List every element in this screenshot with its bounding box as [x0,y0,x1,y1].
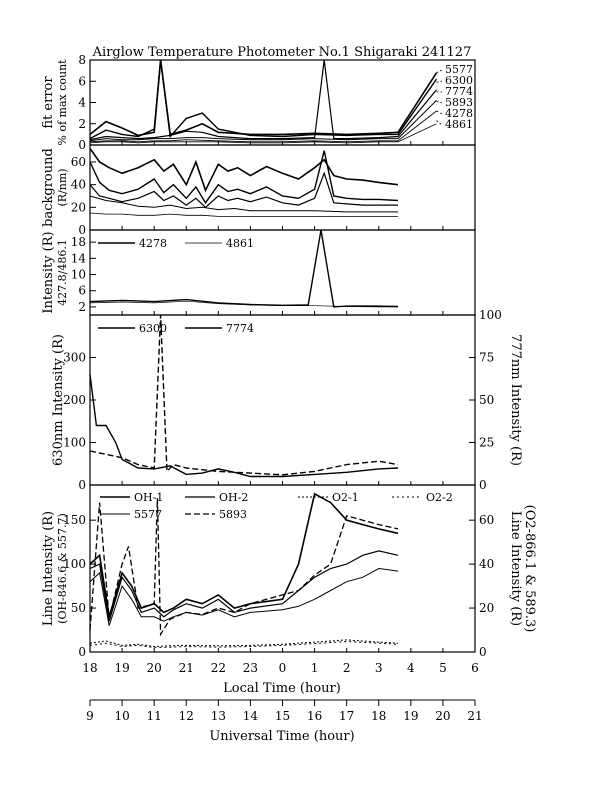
y-tick-label: 300 [63,350,86,365]
y-tick-label: 14 [70,251,86,266]
local-time-label: Local Time (hour) [223,681,341,696]
legend-label-5893: 5893 [219,508,247,521]
panel-frame [90,145,475,230]
legend-label-6300: 6300 [139,322,167,335]
ut-tick-label: 12 [178,709,194,723]
ut-tick-label: 17 [339,709,355,723]
y-tick-label: 6 [78,74,86,89]
local-tick-label: 20 [146,661,162,675]
local-tick-label: 2 [342,661,351,675]
series-line-6300 [90,60,437,139]
figure-title: Airglow Temperature Photometer No.1 Shigaraki 241127 [92,45,472,60]
ut-tick-label: 10 [114,709,130,723]
y-axis-label: (OH-846.6 & 557.7) [56,513,69,624]
legend-label-OH-2: OH-2 [219,491,249,504]
legend-label-5893: 5893 [445,96,473,109]
y-tick-label: 6 [78,283,86,298]
plot-area [41,53,537,723]
ut-tick-label: 19 [403,709,419,723]
y-axis-label: fit error [41,76,56,129]
y-tick-label: 2 [78,299,86,314]
local-tick-label: 5 [439,661,447,675]
legend-label-O2-2: O2-2 [426,491,453,504]
panel-intensity_427_486 [41,230,475,315]
legend-label-4861: 4861 [226,237,254,250]
y-tick-label: 2 [78,116,86,131]
legend-leader [437,111,443,114]
y2-tick-label: 0 [479,478,487,492]
series-line-O2-2 [90,642,398,648]
y2-axis-label: (O2-866.1 & 589.3) [522,504,537,633]
ut-tick-label: 20 [435,709,451,723]
y-axis-label: % of max count [56,59,69,146]
legend-label-7774: 7774 [445,85,473,98]
local-tick-label: 21 [178,661,194,675]
y-tick-label: 100 [63,435,86,450]
legend-label-5577: 5577 [134,508,162,521]
y-tick-label: 60 [70,155,86,169]
y-tick-label: 8 [78,53,86,67]
y-tick-label: 50 [70,601,86,616]
ut-tick-label: 14 [242,709,259,723]
y2-tick-label: 25 [479,435,495,450]
legend-leader [437,70,443,73]
y-tick-label: 18 [70,235,86,250]
ut-tick-label: 9 [86,709,94,723]
y-tick-label: 0 [78,645,86,659]
series-line-6300 [90,375,398,477]
legend-leader [437,121,443,125]
panel-intensity_630_777 [51,308,523,492]
series-line-7774 [90,315,398,475]
y2-tick-label: 100 [479,308,502,322]
y-axis-label: Intensity (R) [41,231,56,314]
y-tick-label: 100 [63,557,86,572]
y2-tick-label: 0 [479,645,487,659]
y-tick-label: 0 [78,223,86,237]
y2-tick-label: 50 [479,393,495,407]
panel-line_intensity [41,485,537,659]
legend-leader [437,81,443,82]
local-tick-label: 1 [310,661,319,675]
y-axis-label: 427.8/486.1 [56,239,69,306]
y-tick-label: 0 [78,138,86,152]
local-tick-label: 4 [407,661,415,675]
panel-fit_error [41,53,475,152]
legend-label-4278: 4278 [139,237,167,250]
y-axis-label: background [41,148,56,227]
ut-tick-label: 15 [274,709,291,723]
legend-label-4861: 4861 [445,118,473,131]
panel-background [41,145,475,237]
legend-label-5577: 5577 [445,63,473,76]
series-line-bg-0 [90,148,398,190]
legend-leader [437,101,443,103]
legend-label-7774: 7774 [226,322,254,335]
panel-frame [90,315,475,485]
y2-tick-label: 75 [479,350,495,365]
universal-time-label: Universal Time (hour) [209,729,355,744]
y-tick-label: 40 [70,177,86,192]
series-line-OH-2 [90,551,398,621]
local-tick-label: 0 [278,661,287,675]
y-axis-label: (R/nm) [56,168,69,207]
legend-label-6300: 6300 [445,74,473,87]
y-tick-label: 20 [70,200,86,215]
ut-tick-label: 13 [210,709,226,723]
legend-label-OH-1: OH-1 [134,491,164,504]
y2-axis-label: Line Intensity (R) [508,510,523,627]
y-tick-label: 150 [63,513,86,528]
series-line-5577 [90,60,437,135]
y-tick-label: 4 [78,95,86,110]
legend-label-4278: 4278 [445,107,473,120]
series-line-bg-4 [90,213,398,216]
y-tick-label: 10 [70,267,86,282]
local-tick-label: 19 [114,661,130,675]
local-tick-label: 18 [82,661,98,675]
local-tick-label: 23 [242,661,259,675]
y-tick-label: 0 [78,478,86,492]
y2-axis-label: 777nm Intensity (R) [508,334,523,466]
legend-label-O2-1: O2-1 [332,491,359,504]
ut-tick-label: 16 [306,709,323,723]
y-axis-label: 630nm Intensity (R) [51,334,66,466]
ut-tick-label: 21 [467,709,483,723]
ut-tick-label: 11 [146,709,162,723]
y-axis-label: Line Intensity (R) [41,510,56,627]
local-tick-label: 6 [471,661,479,675]
y2-tick-label: 40 [479,557,495,572]
y2-tick-label: 20 [479,601,495,616]
y2-tick-label: 60 [479,513,495,528]
ut-tick-label: 18 [371,709,387,723]
y-tick-label: 200 [63,393,86,407]
series-line-bg-1 [90,151,398,203]
series-line-7774 [90,60,437,140]
local-tick-label: 3 [374,661,383,675]
local-tick-label: 22 [210,661,226,675]
